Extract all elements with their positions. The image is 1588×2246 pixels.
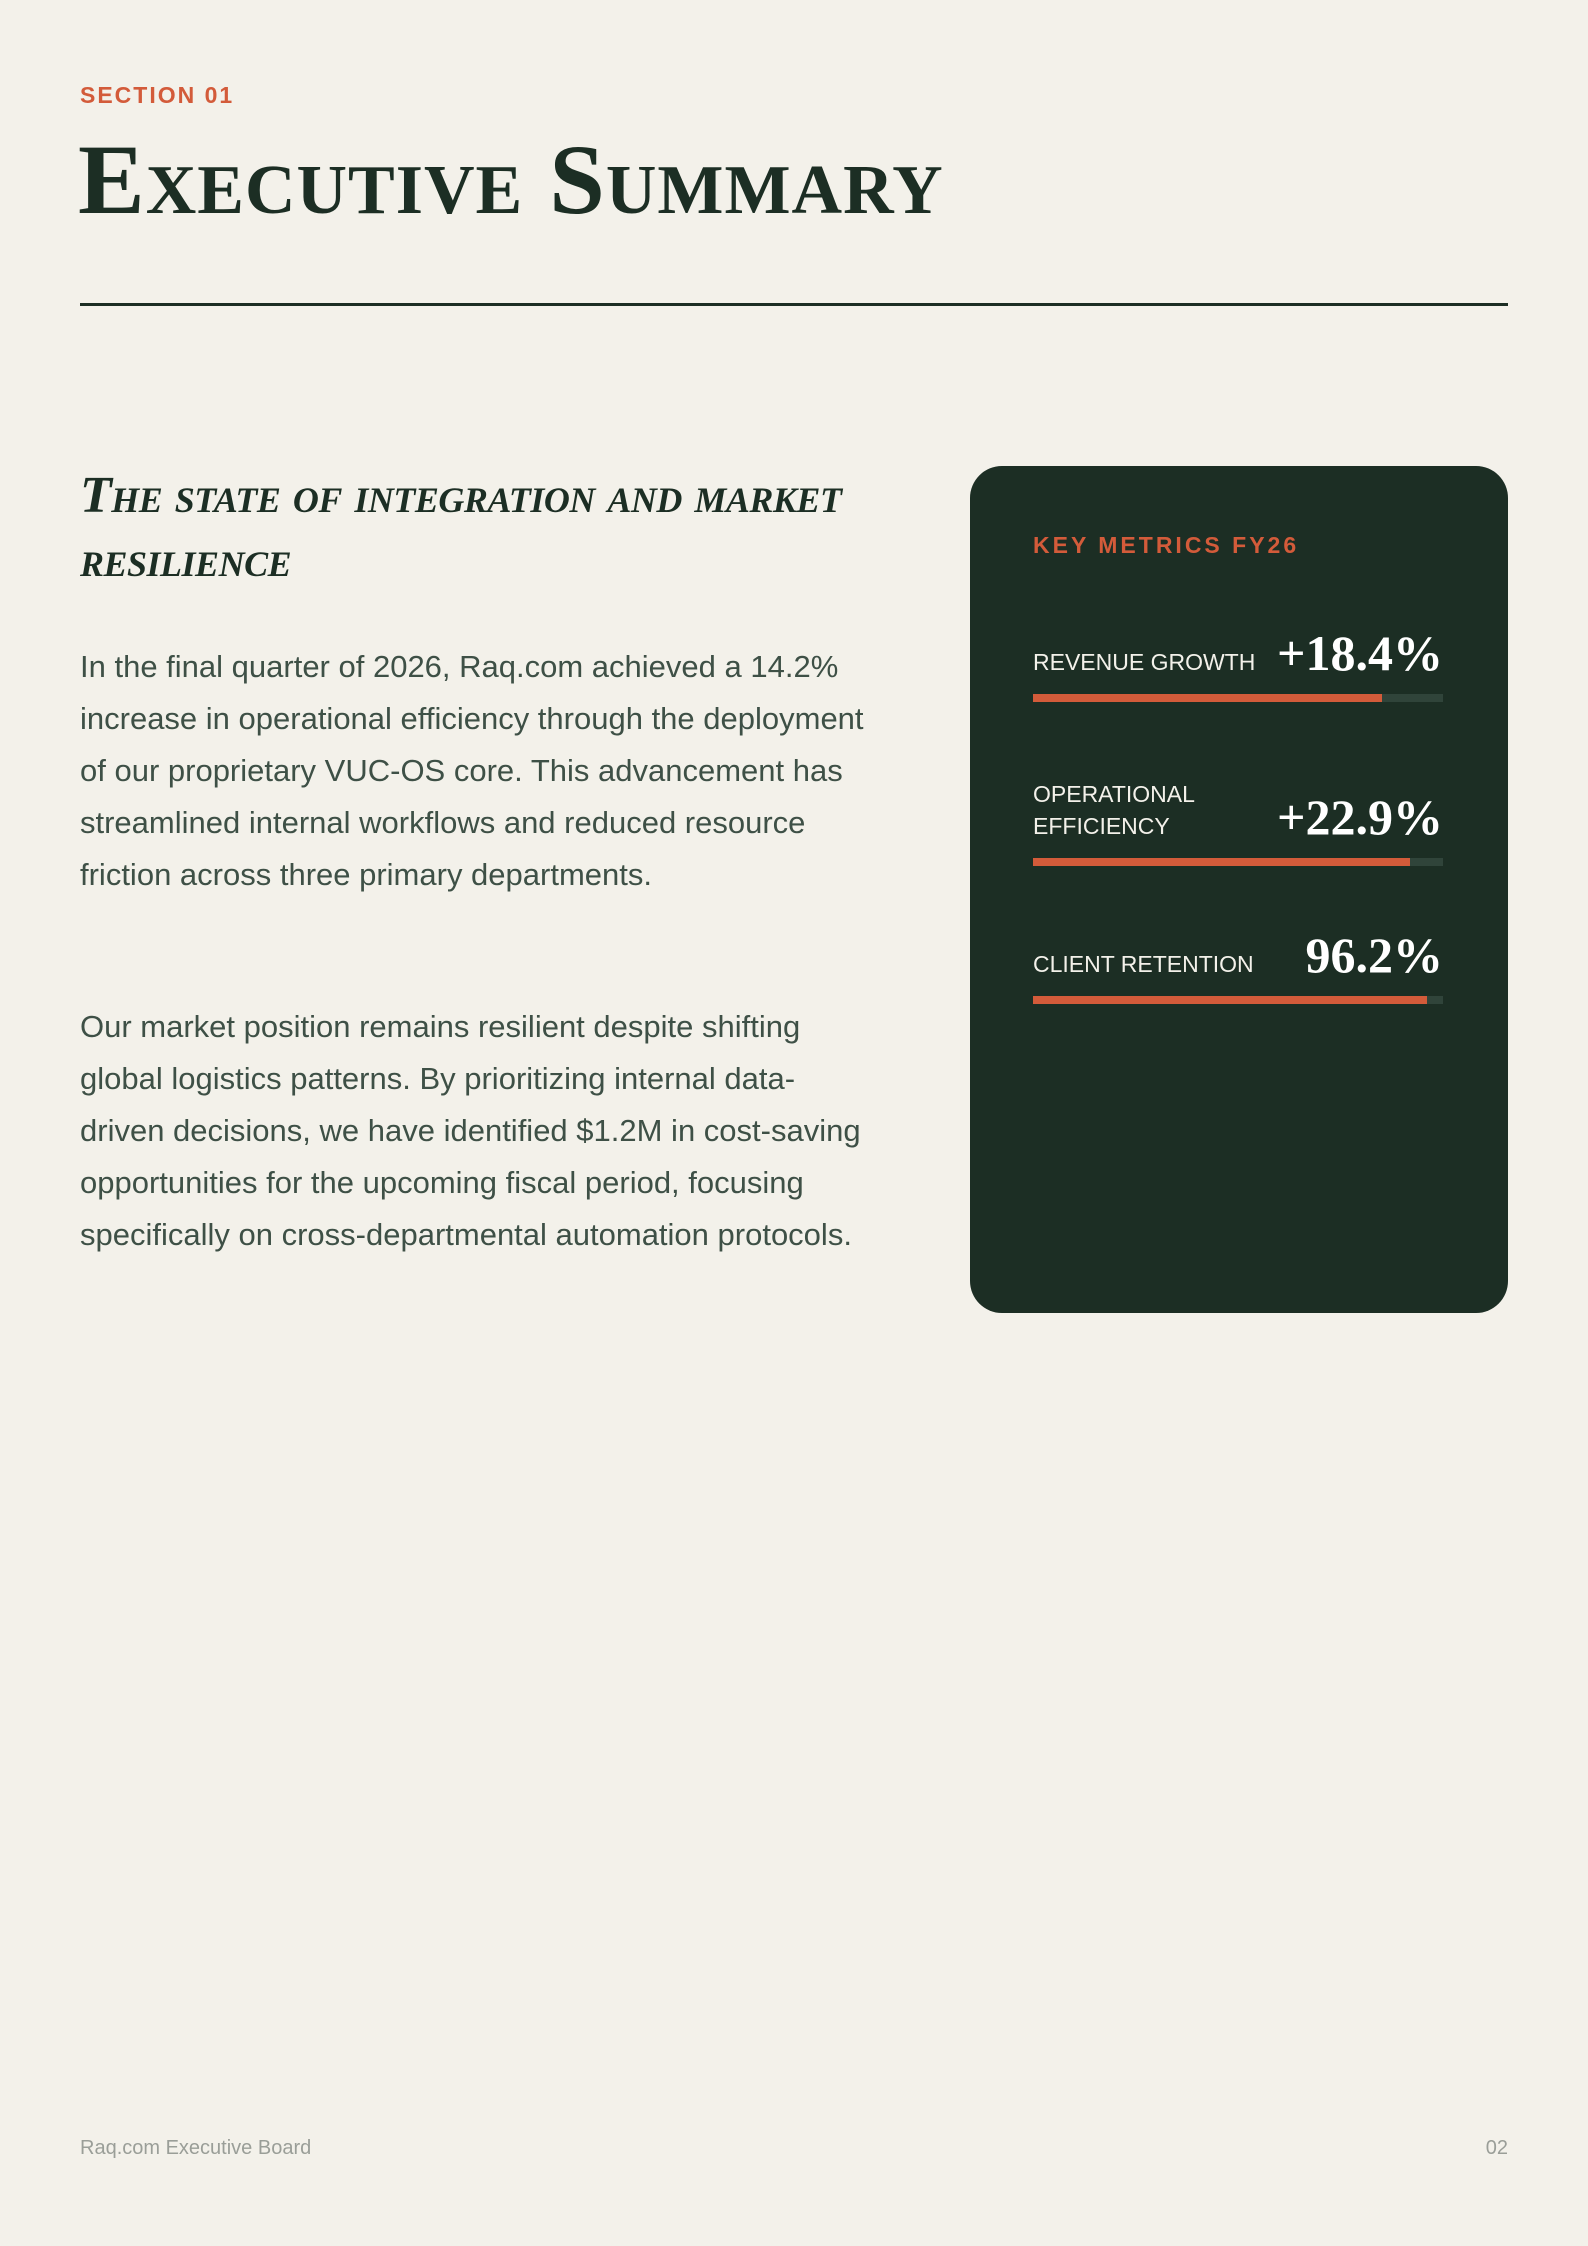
page-title: Executive Summary xyxy=(78,124,944,235)
progress-bar xyxy=(1033,858,1443,866)
metric-revenue-growth xyxy=(1033,625,1443,702)
metric-row xyxy=(1033,927,1443,983)
metric-value: 96.2% xyxy=(1305,927,1443,983)
metric-label: CLIENT RETENTION xyxy=(1033,951,1254,977)
body-paragraph-1: In the final quarter of 2026, Raq.com achieved a 14.2% increase in operational efficiency through the deployment of our proprietary VUC-OS core. This advancement has streamlined internal workflows and reduced resource friction across three primary departments. xyxy=(80,649,864,892)
metric-operational-efficiency xyxy=(1033,778,1443,866)
card-title: KEY METRICS FY26 xyxy=(1033,532,1300,558)
section-label: SECTION 01 xyxy=(80,82,235,108)
metric-label: REVENUE GROWTH xyxy=(1033,649,1256,675)
progress-bar-fill xyxy=(1033,996,1427,1004)
progress-bar xyxy=(1033,996,1443,1004)
progress-bar-fill xyxy=(1033,858,1410,866)
page-number: 02 xyxy=(1485,2137,1508,2159)
key-metrics-card xyxy=(970,466,1508,1313)
section-subheading: The state of integration and market resilience xyxy=(80,467,842,588)
metric-label: OPERATIONAL EFFICIENCY xyxy=(1033,781,1195,839)
progress-bar-fill xyxy=(1033,694,1382,702)
metric-value: +18.4% xyxy=(1277,625,1443,681)
metric-row xyxy=(1033,625,1443,681)
body-paragraph-2: Our market position remains resilient despite shifting global logistics patterns. By prioritizing internal data-driven decisions, we have identified $1.2M in cost-saving opportunities for the upcoming fiscal period, focusing specifically on cross-departmental automation protocols. xyxy=(80,1009,861,1252)
title-divider xyxy=(80,303,1508,306)
metric-row xyxy=(1033,778,1443,845)
metric-client-retention xyxy=(1033,927,1443,1004)
progress-bar xyxy=(1033,694,1443,702)
footer-organization: Raq.com Executive Board xyxy=(80,2137,312,2159)
metric-value: +22.9% xyxy=(1277,789,1443,845)
